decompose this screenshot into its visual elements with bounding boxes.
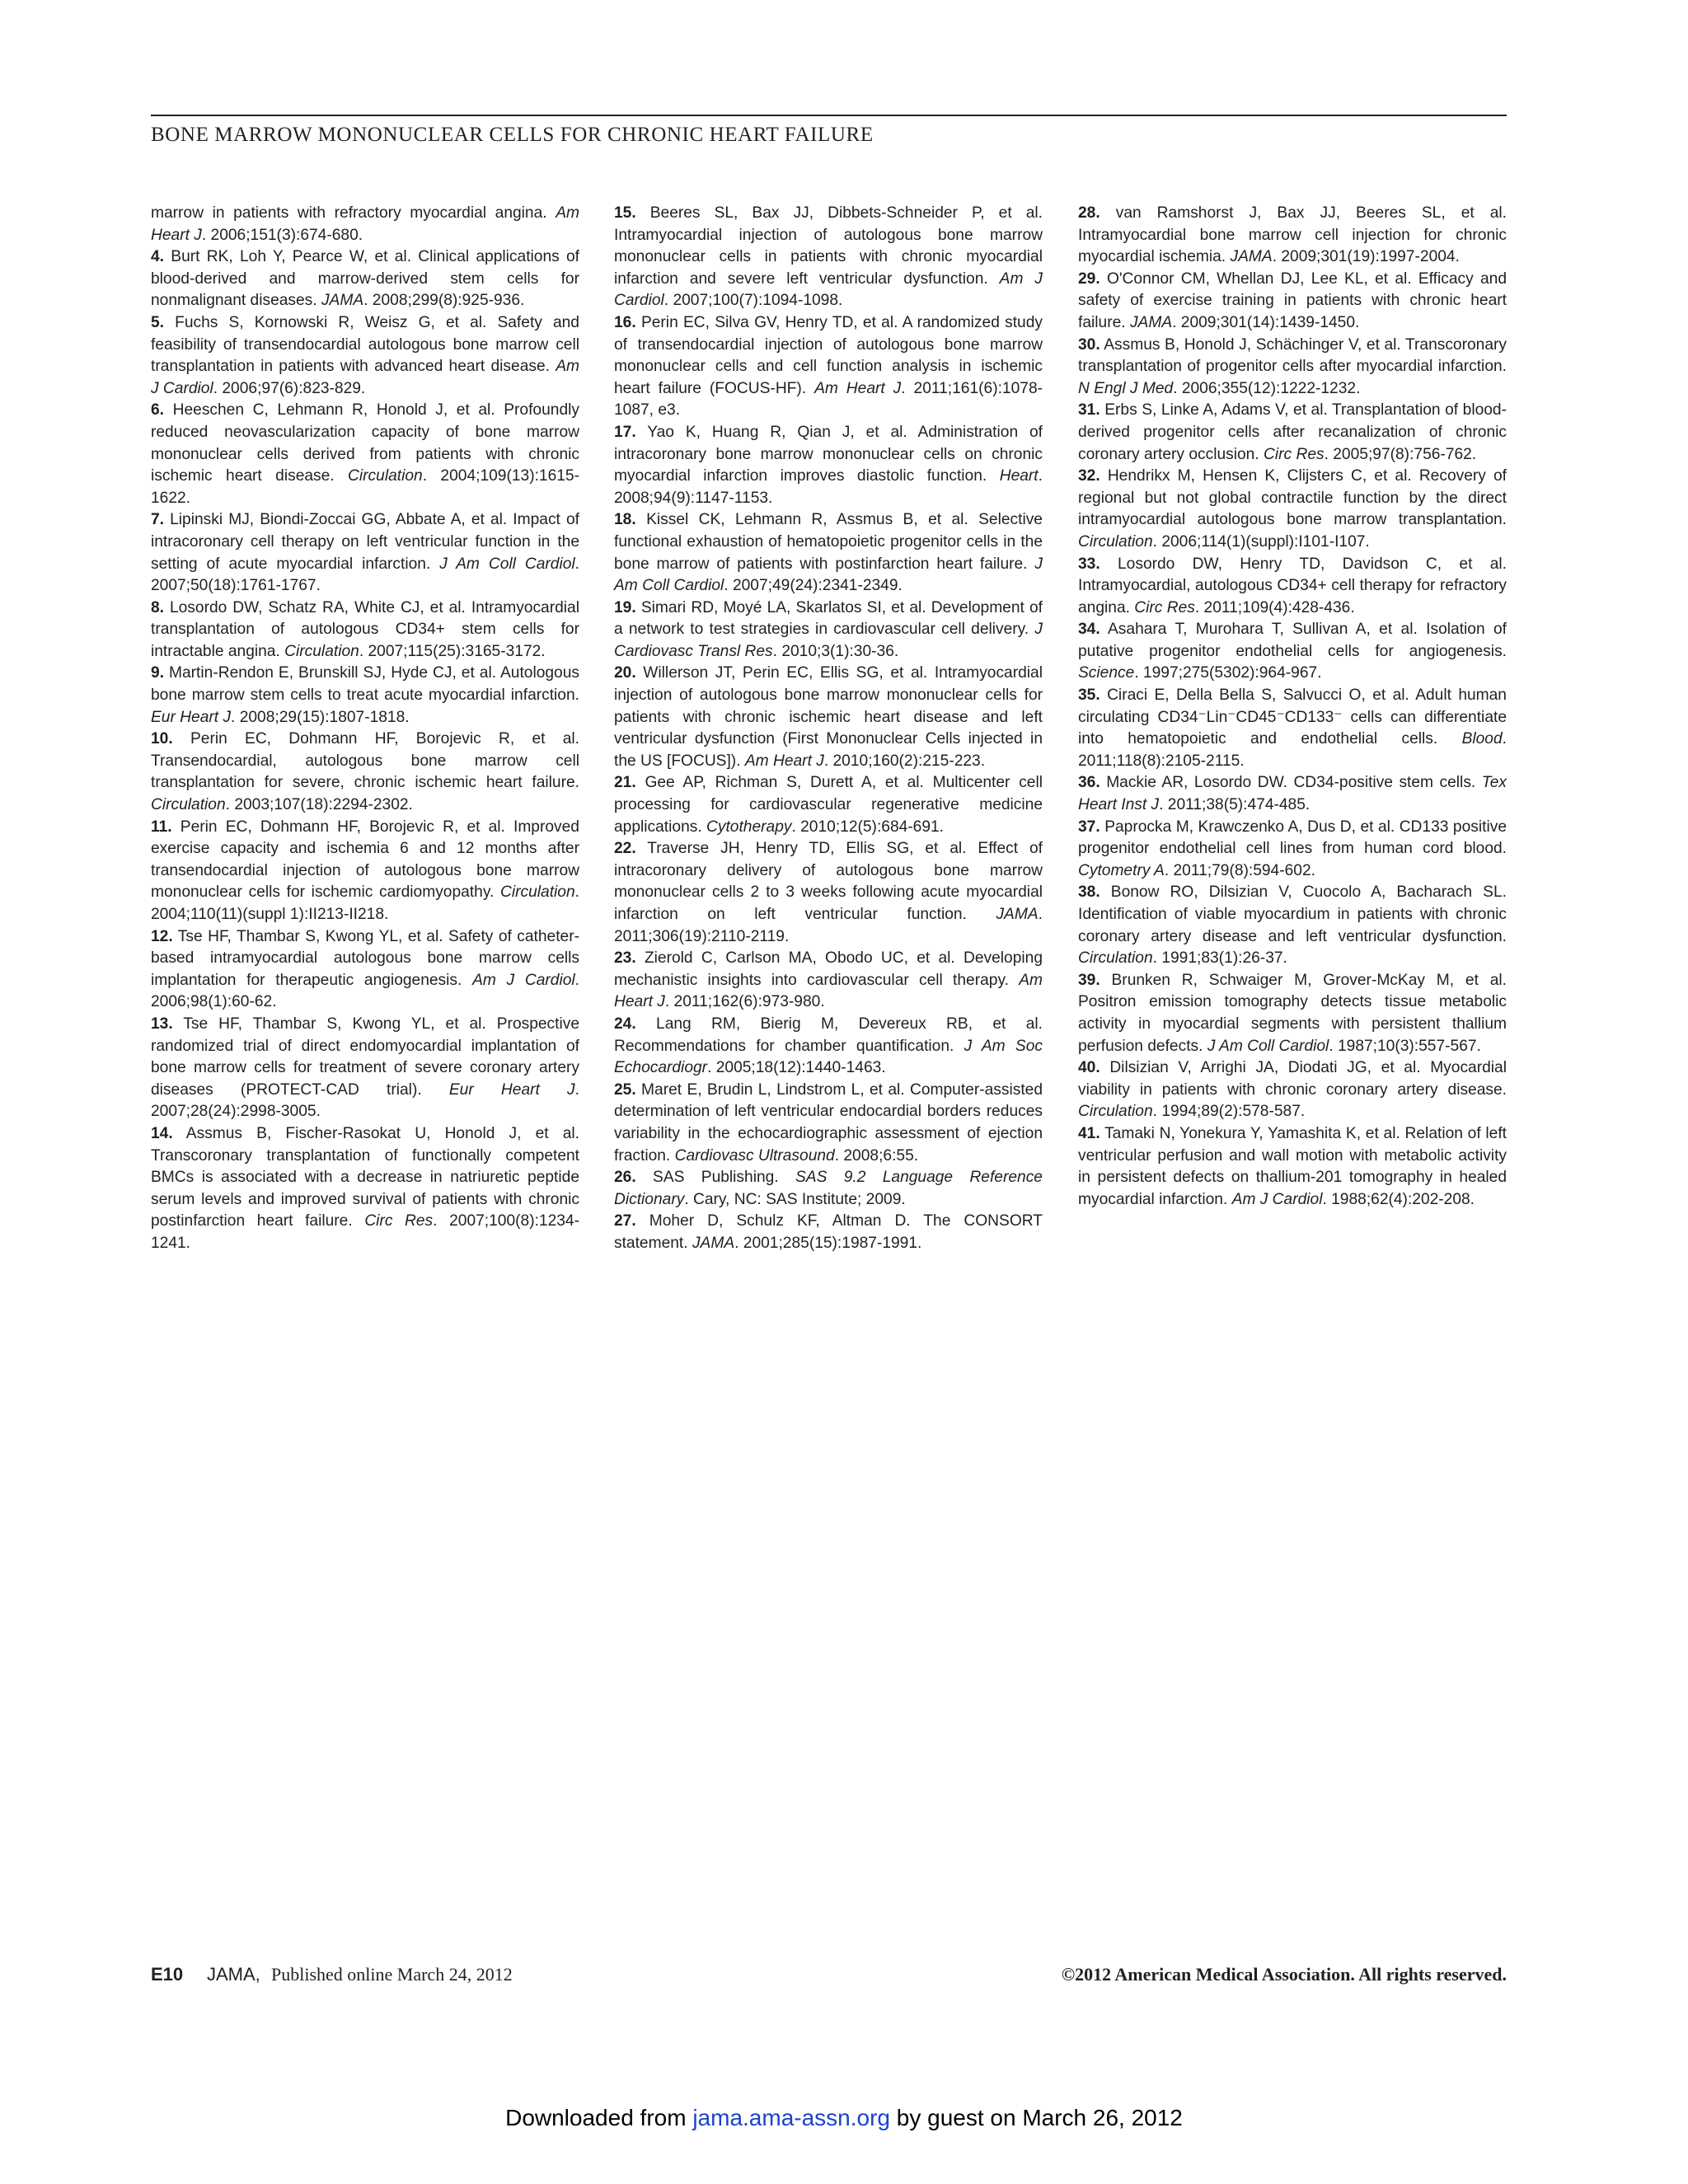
- reference-item: [151, 1014, 579, 1123]
- reference-citation: . 2005;97(8):756-762.: [1324, 445, 1477, 463]
- reference-number: 8.: [151, 598, 165, 616]
- reference-citation: . Cary, NC: SAS Institute; 2009.: [684, 1190, 906, 1208]
- reference-text: Simari RD, Moyé LA, Skarlatos SI, et al. Development of a network to test strategies in cardiovascular cell delivery.: [614, 598, 1043, 639]
- reference-journal: Eur Heart J: [151, 708, 232, 726]
- reference-number: 26.: [614, 1169, 636, 1187]
- reference-item: [151, 598, 579, 663]
- reference-text: Tse HF, Thambar S, Kwong YL, et al. Prospective randomized trial of direct endomyocardial implantation of bone marrow cells for treatment of severe coronary artery diseases (PROTECT-CAD trial).: [151, 1015, 580, 1099]
- reference-item: [151, 203, 579, 246]
- reference-number: 36.: [1078, 774, 1100, 792]
- reference-citation: . 2008;29(15):1807-1818.: [231, 708, 410, 726]
- reference-journal: JAMA: [1230, 248, 1273, 266]
- reference-number: 20.: [614, 664, 636, 682]
- reference-item: [614, 509, 1043, 597]
- reference-journal: Blood: [1461, 730, 1503, 748]
- reference-number: 9.: [151, 664, 165, 682]
- reference-text: Martin-Rendon E, Brunskill SJ, Hyde CJ, et al. Autologous bone marrow stem cells to treat acute myocardial infarction.: [151, 664, 579, 705]
- reference-number: 31.: [1078, 401, 1100, 419]
- reference-number: 16.: [614, 313, 636, 331]
- reference-item: [151, 312, 579, 400]
- reference-number: 38.: [1078, 883, 1100, 902]
- reference-number: 41.: [1078, 1124, 1100, 1142]
- reference-number: 13.: [151, 1015, 173, 1033]
- reference-citation: . 2007;100(8):1234-1241.: [151, 1212, 579, 1252]
- reference-text: marrow in patients with refractory myocardial angina.: [151, 204, 547, 222]
- reference-journal: Circ Res: [1134, 598, 1195, 616]
- reference-citation: . 2006;97(6):823-829.: [213, 379, 366, 397]
- reference-journal: Am Heart J: [814, 379, 902, 397]
- reference-citation: . 2008;94(9):1147-1153.: [614, 467, 1043, 507]
- reference-text: Losordo DW, Schatz RA, White CJ, et al. Intramyocardial transplantation of autologous CD34+ stem cells for intractable angina.: [151, 598, 579, 660]
- reference-citation: . 1994;89(2):578-587.: [1152, 1103, 1306, 1121]
- download-link[interactable]: jama.ama-assn.org: [692, 2105, 890, 2130]
- reference-citation: . 2009;301(19):1997-2004.: [1272, 248, 1460, 266]
- reference-journal: Am J Cardiol: [1231, 1190, 1323, 1208]
- reference-journal: Am Heart J: [151, 204, 579, 244]
- reference-text: Lang RM, Bierig M, Devereux RB, et al. Recommendations for chamber quantification.: [614, 1015, 1043, 1055]
- reference-journal: SAS 9.2 Language Reference Dictionary: [614, 1169, 1043, 1208]
- reference-citation: . 1997;275(5302):964-967.: [1134, 664, 1322, 682]
- reference-item: [151, 926, 579, 1014]
- reference-text: Moher D, Schulz KF, Altman D. The CONSORT statement.: [614, 1212, 1043, 1252]
- reference-text: Ciraci E, Della Bella S, Salvucci O, et al. Adult human circulating CD34⁻Lin⁻CD45⁻CD133⁻ cells can differentiate into hematopoietic and endothelial cells.: [1078, 687, 1507, 748]
- reference-text: Perin EC, Dohmann HF, Borojevic R, et al. Improved exercise capacity and ischemia 6 and 12 months after transendocardial injection of autologous bone marrow mononuclear cells for ischemic cardiomyopathy.: [151, 818, 579, 902]
- reference-item: [1078, 1123, 1507, 1211]
- reference-journal: Am Heart J: [614, 971, 1043, 1011]
- reference-number: 24.: [614, 1015, 636, 1033]
- journal-name: JAMA,: [207, 1964, 260, 1985]
- reference-number: 35.: [1078, 687, 1100, 705]
- reference-number: 30.: [1078, 335, 1100, 354]
- reference-citation: . 2005;18(12):1440-1463.: [707, 1059, 886, 1077]
- reference-journal: Am J Cardiol: [151, 358, 579, 397]
- reference-text: Tamaki N, Yonekura Y, Yamashita K, et al. Relation of left ventricular perfusion and wall motion with metabolic activity in persistent defects on thallium-201 tomography in healed myocardial infarction.: [1078, 1124, 1507, 1208]
- reference-text: Fuchs S, Kornowski R, Weisz G, et al. Safety and feasibility of transendocardial autologous bone marrow cell transplantation in patients with advanced heart disease.: [151, 313, 579, 376]
- reference-citation: . 2011;161(6):1078-1087, e3.: [614, 379, 1043, 419]
- reference-citation: . 1988;62(4):202-208.: [1322, 1190, 1475, 1208]
- reference-citation: . 2008;299(8):925-936.: [363, 292, 525, 310]
- reference-text: Losordo DW, Henry TD, Davidson C, et al. Intramyocardial, autologous CD34+ cell therapy for refractory angina.: [1078, 555, 1507, 616]
- reference-text: O'Connor CM, Whellan DJ, Lee KL, et al. Efficacy and safety of exercise training in patients with chronic heart failure.: [1078, 269, 1507, 331]
- reference-citation: . 2004;109(13):1615-1622.: [151, 467, 579, 507]
- reference-text: Maret E, Brudin L, Lindstrom L, et al. Computer-assisted determination of left ventricular endocardial borders reduces variability in the echocardiographic assessment of ejection fraction.: [614, 1080, 1043, 1165]
- reference-journal: Circulation: [348, 467, 423, 485]
- reference-item: [614, 312, 1043, 422]
- reference-journal: J Am Coll Cardiol: [439, 555, 575, 573]
- reference-journal: J Am Soc Echocardiogr: [614, 1037, 1043, 1077]
- reference-item: [151, 400, 579, 509]
- reference-item: [614, 1167, 1043, 1211]
- reference-text: Kissel CK, Lehmann R, Assmus B, et al. Selective functional exhaustion of hematopoietic progenitor cells in the bone marrow of patients with postinfarction heart failure.: [614, 511, 1043, 573]
- reference-citation: . 2004;110(11)(suppl 1):II213-II218.: [151, 883, 579, 923]
- reference-journal: Eur Heart J: [448, 1080, 575, 1099]
- download-prefix: Downloaded from: [505, 2105, 687, 2130]
- reference-journal: J Am Coll Cardiol: [1207, 1037, 1329, 1055]
- reference-journal: Circ Res: [1264, 445, 1325, 463]
- reference-text: Heeschen C, Lehmann R, Honold J, et al. Profoundly reduced neovascularization capacity of bone marrow mononuclear cells derived from patients with chronic ischemic heart disease.: [151, 401, 579, 485]
- reference-journal: Circ Res: [364, 1212, 434, 1230]
- reference-number: 11.: [151, 818, 172, 836]
- reference-number: 6.: [151, 401, 165, 419]
- reference-number: 23.: [614, 949, 636, 968]
- reference-text: Paprocka M, Krawczenko A, Dus D, et al. CD133 positive progenitor endothelial cell lines from human cord blood.: [1078, 818, 1507, 858]
- reference-item: [614, 1211, 1043, 1254]
- page-number: E10: [151, 1964, 184, 1985]
- reference-citation: . 2007;100(7):1094-1098.: [663, 292, 843, 310]
- reference-text: Assmus B, Honold J, Schächinger V, et al. Transcoronary transplantation of progenitor cells after myocardial infarction.: [1078, 335, 1507, 376]
- reference-journal: Circulation: [500, 883, 575, 902]
- reference-item: [1078, 1057, 1507, 1123]
- reference-journal: Circulation: [151, 796, 226, 814]
- reference-number: 17.: [614, 423, 636, 441]
- reference-number: 32.: [1078, 467, 1100, 485]
- reference-number: 21.: [614, 774, 636, 792]
- reference-number: 5.: [151, 313, 165, 331]
- reference-item: [614, 663, 1043, 772]
- reference-item: [614, 422, 1043, 509]
- reference-journal: JAMA: [321, 292, 364, 310]
- reference-journal: Circulation: [1078, 1103, 1153, 1121]
- reference-number: 34.: [1078, 621, 1100, 639]
- reference-text: Yao K, Huang R, Qian J, et al. Administration of intracoronary bone marrow mononuclear cells on chronic myocardial infarction improves diastolic function.: [614, 423, 1043, 485]
- reference-citation: . 2006;151(3):674-680.: [201, 226, 363, 244]
- reference-journal: N Engl J Med: [1078, 379, 1174, 397]
- reference-journal: Science: [1078, 664, 1135, 682]
- reference-number: 14.: [151, 1124, 173, 1142]
- reference-number: 10.: [151, 730, 173, 748]
- reference-number: 22.: [614, 840, 636, 858]
- reference-item: [614, 1080, 1043, 1167]
- reference-text: Perin EC, Silva GV, Henry TD, et al. A randomized study of transendocardial injection of autologous bone marrow mononuclear cells and cell function analysis in ischemic heart failure (FOCUS-HF).: [614, 313, 1043, 397]
- reference-item: [151, 663, 579, 729]
- reference-text: Assmus B, Fischer-Rasokat U, Honold J, et al. Transcoronary transplantation of functionally competent BMCs is associated with a decrease in natriuretic peptide serum levels and improved survival of patients with chronic postinfarction heart failure.: [151, 1124, 579, 1230]
- reference-item: [1078, 400, 1507, 466]
- reference-item: [614, 838, 1043, 948]
- reference-number: 28.: [1078, 204, 1100, 222]
- reference-item: [151, 246, 579, 312]
- reference-citation: . 2007;49(24):2341-2349.: [724, 577, 903, 595]
- reference-citation: . 2009;301(14):1439-1450.: [1172, 313, 1360, 331]
- reference-number: 25.: [614, 1080, 636, 1099]
- reference-item: [1078, 882, 1507, 969]
- reference-text: Lipinski MJ, Biondi-Zoccai GG, Abbate A, et al. Impact of intracoronary cell therapy on left ventricular function in the setting of acute myocardial infarction.: [151, 511, 579, 573]
- reference-item: [1078, 335, 1507, 401]
- reference-item: [151, 817, 579, 926]
- reference-item: [614, 598, 1043, 663]
- references-column-2: [614, 203, 1043, 1255]
- reference-citation: . 2007;28(24):2998-3005.: [151, 1080, 579, 1121]
- copyright-notice: ©2012 American Medical Association. All rights reserved.: [1061, 1964, 1507, 1985]
- reference-item: [1078, 685, 1507, 772]
- reference-number: 19.: [614, 598, 636, 616]
- reference-citation: . 2003;107(18):2294-2302.: [225, 796, 413, 814]
- reference-citation: . 1991;83(1):26-37.: [1152, 949, 1287, 968]
- publication-date: Published online March 24, 2012: [271, 1964, 513, 1985]
- reference-journal: Am Heart J: [744, 752, 824, 770]
- reference-citation: . 2011;109(4):428-436.: [1194, 598, 1355, 616]
- reference-journal: JAMA: [692, 1234, 735, 1252]
- reference-number: 33.: [1078, 555, 1100, 573]
- reference-journal: Cytometry A: [1078, 861, 1165, 879]
- reference-citation: . 2007;115(25):3165-3172.: [359, 642, 546, 660]
- reference-citation: . 2008;6:55.: [834, 1146, 919, 1165]
- reference-text: Willerson JT, Perin EC, Ellis SG, et al. Intramyocardial injection of autologous bone marrow mononuclear cells for patients with chronic ischemic heart disease and left ventricular dysfunction (First Mononuclear Cells injected in the US [FOCUS]).: [614, 664, 1043, 770]
- reference-item: [1078, 269, 1507, 335]
- reference-number: 40.: [1078, 1059, 1100, 1077]
- reference-item: [1078, 466, 1507, 553]
- reference-journal: JAMA: [996, 906, 1039, 923]
- reference-number: 27.: [614, 1212, 636, 1230]
- reference-text: Burt RK, Loh Y, Pearce W, et al. Clinical applications of blood-derived and marrow-derived stem cells for nonmalignant diseases.: [151, 248, 579, 310]
- reference-number: 18.: [614, 511, 636, 529]
- reference-item: [1078, 203, 1507, 269]
- reference-text: Beeres SL, Bax JJ, Dibbets-Schneider P, et al. Intramyocardial injection of autologous bone marrow mononuclear cells in patients with chronic myocardial infarction and severe left ventricular dysfunction.: [614, 204, 1043, 288]
- reference-text: Asahara T, Murohara T, Sullivan A, et al. Isolation of putative progenitor endothelial cells for angiogenesis.: [1078, 621, 1507, 660]
- reference-text: Gee AP, Richman S, Durett A, et al. Multicenter cell processing for cardiovascular regenerative medicine applications.: [614, 774, 1043, 836]
- reference-number: 7.: [151, 511, 165, 529]
- reference-journal: Am J Cardiol: [472, 971, 575, 989]
- reference-journal: Heart: [999, 467, 1039, 485]
- reference-citation: . 2011;162(6):973-980.: [664, 993, 825, 1011]
- reference-text: Traverse JH, Henry TD, Ellis SG, et al. Effect of intracoronary delivery of autologous bone marrow mononuclear cells 2 to 3 weeks following acute myocardial infarction on left ventricular function.: [614, 840, 1043, 923]
- references-column-3: [1078, 203, 1507, 1211]
- reference-journal: Circulation: [1078, 949, 1153, 968]
- reference-text: Erbs S, Linke A, Adams V, et al. Transplantation of blood-derived progenitor cells after recanalization of chronic coronary artery occlusion.: [1078, 401, 1507, 463]
- reference-text: Mackie AR, Losordo DW. CD34-positive stem cells.: [1106, 774, 1476, 792]
- reference-text: Perin EC, Dohmann HF, Borojevic R, et al. Transendocardial, autologous bone marrow cell transplantation for severe, chronic ischemic heart failure.: [151, 730, 579, 792]
- reference-citation: . 2006;98(1):60-62.: [151, 971, 579, 1011]
- header-rule: [151, 115, 1507, 116]
- reference-text: van Ramshorst J, Bax JJ, Beeres SL, et al. Intramyocardial bone marrow cell injection for chronic myocardial ischemia.: [1078, 204, 1507, 266]
- reference-text: Tse HF, Thambar S, Kwong YL, et al. Safety of catheter-based intramyocardial autologous bone marrow cells implantation for therapeutic angiogenesis.: [151, 927, 580, 989]
- reference-journal: JAMA: [1129, 313, 1173, 331]
- reference-text: Hendrikx M, Hensen K, Clijsters C, et al. Recovery of regional but not global contractile function by the direct intramyocardial autologous bone marrow transplantation.: [1078, 467, 1507, 529]
- reference-number: 4.: [151, 248, 165, 266]
- reference-text: Dilsizian V, Arrighi JA, Diodati JG, et al. Myocardial viability in patients with chronic coronary artery disease.: [1078, 1059, 1507, 1099]
- reference-journal: Tex Heart Inst J: [1078, 774, 1507, 814]
- reference-citation: . 1987;10(3):557-567.: [1329, 1037, 1481, 1055]
- reference-item: [151, 729, 579, 816]
- reference-item: [151, 509, 579, 597]
- reference-item: [614, 1014, 1043, 1080]
- reference-item: [1078, 772, 1507, 816]
- reference-journal: Circulation: [284, 642, 359, 660]
- reference-journal: J Am Coll Cardiol: [614, 555, 1043, 595]
- reference-number: 37.: [1078, 818, 1100, 836]
- reference-journal: Circulation: [1078, 532, 1153, 551]
- reference-item: [1078, 970, 1507, 1057]
- reference-text: Bonow RO, Dilsizian V, Cuocolo A, Bacharach SL. Identification of viable myocardium in patients with chronic coronary artery disease and left ventricular dysfunction.: [1078, 883, 1507, 945]
- reference-item: [1078, 619, 1507, 685]
- reference-journal: Cytotherapy: [706, 818, 792, 836]
- reference-text: Zierold C, Carlson MA, Obodo UC, et al. Developing mechanistic insights into cardiovascular cell therapy.: [614, 949, 1043, 989]
- download-banner: [0, 2105, 1688, 2131]
- reference-item: [1078, 554, 1507, 620]
- reference-item: [614, 203, 1043, 312]
- reference-citation: . 2010;3(1):30-36.: [772, 642, 899, 660]
- reference-number: 12.: [151, 927, 173, 945]
- reference-journal: Cardiovasc Ultrasound: [674, 1146, 835, 1165]
- reference-item: [1078, 817, 1507, 883]
- reference-citation: . 2001;285(15):1987-1991.: [734, 1234, 922, 1252]
- reference-text: SAS Publishing.: [653, 1169, 779, 1187]
- reference-citation: . 2011;38(5):474-485.: [1159, 796, 1311, 814]
- download-suffix: by guest on March 26, 2012: [896, 2105, 1183, 2130]
- reference-citation: . 2006;355(12):1222-1232.: [1173, 379, 1361, 397]
- reference-citation: . 2010;160(2):215-223.: [823, 752, 986, 770]
- reference-citation: . 2011;306(19):2110-2119.: [614, 906, 1043, 945]
- reference-item: [614, 948, 1043, 1014]
- reference-number: 29.: [1078, 269, 1100, 288]
- reference-citation: . 2006;114(1)(suppl):I101-I107.: [1152, 532, 1370, 551]
- reference-citation: . 2007;50(18):1761-1767.: [151, 555, 579, 595]
- references-column-1: [151, 203, 579, 1255]
- reference-citation: . 2011;79(8):594-602.: [1164, 861, 1315, 879]
- reference-item: [151, 1123, 579, 1255]
- reference-number: 39.: [1078, 971, 1100, 989]
- reference-citation: . 2011;118(8):2105-2115.: [1078, 730, 1507, 770]
- page-footer: [151, 1964, 1507, 1994]
- reference-text: Brunken R, Schwaiger M, Grover-McKay M, et al. Positron emission tomography detects tissue metabolic activity in myocardial segments with persistent thallium perfusion defects.: [1078, 971, 1507, 1055]
- reference-number: 15.: [614, 204, 636, 222]
- running-title: BONE MARROW MONONUCLEAR CELLS FOR CHRONIC HEART FAILURE: [151, 124, 874, 146]
- reference-citation: . 2010;12(5):684-691.: [791, 818, 945, 836]
- reference-item: [614, 772, 1043, 838]
- reference-journal: J Cardiovasc Transl Res: [614, 621, 1043, 660]
- reference-journal: Am J Cardiol: [614, 269, 1043, 310]
